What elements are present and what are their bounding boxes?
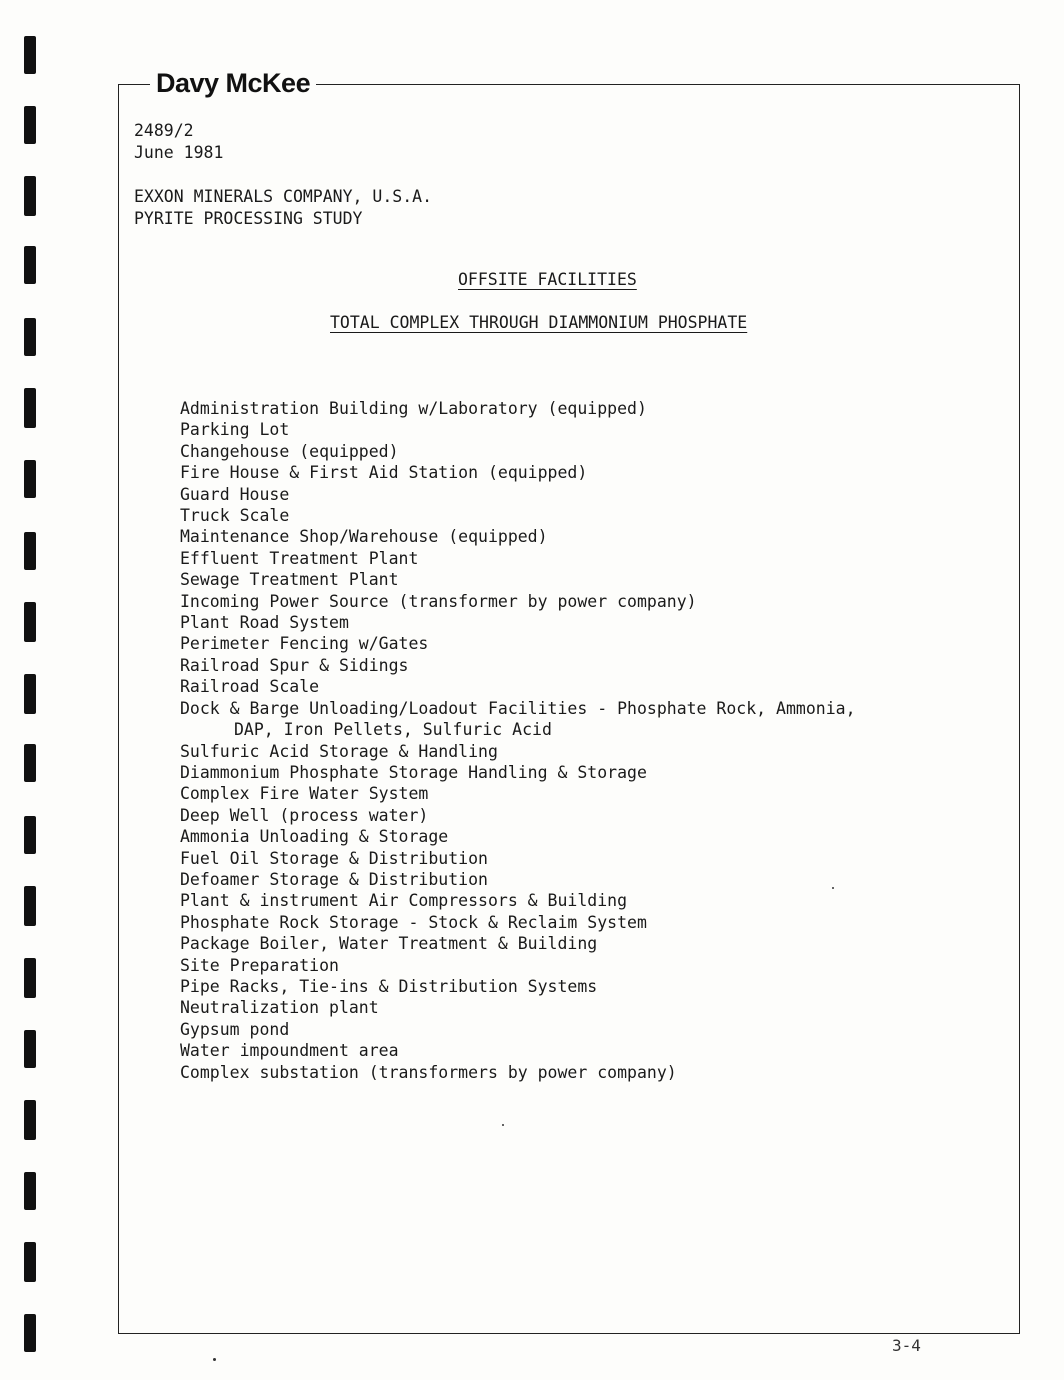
client-company: EXXON MINERALS COMPANY, U.S.A. xyxy=(134,187,433,206)
list-item: Effluent Treatment Plant xyxy=(180,548,419,568)
list-item: Sulfuric Acid Storage & Handling xyxy=(180,741,498,761)
punch-hole xyxy=(24,176,36,216)
punch-hole xyxy=(24,1100,36,1140)
list-item: Site Preparation xyxy=(180,955,339,975)
list-item: Complex Fire Water System xyxy=(180,784,429,804)
list-item: Incoming Power Source (transformer by power company) xyxy=(180,591,697,611)
punch-hole xyxy=(24,674,36,714)
punch-hole xyxy=(24,388,36,428)
document-reference xyxy=(134,120,223,164)
list-item: Defoamer Storage & Distribution xyxy=(180,869,488,889)
punch-hole xyxy=(24,106,36,144)
section-title: OFFSITE FACILITIES xyxy=(458,270,637,289)
punch-hole xyxy=(24,246,36,284)
list-item: Guard House xyxy=(180,484,290,504)
list-item: Administration Building w/Laboratory (equipped) xyxy=(180,399,647,418)
punch-hole xyxy=(24,460,36,498)
binder-holes xyxy=(18,0,42,1380)
study-title: PYRITE PROCESSING STUDY xyxy=(134,209,363,228)
scan-speck xyxy=(213,1358,216,1361)
list-item: Water impoundment area xyxy=(180,1041,399,1061)
list-item: Diammonium Phosphate Storage Handling & Storage xyxy=(180,762,647,782)
list-item: Plant & instrument Air Compressors & Building xyxy=(180,891,628,911)
punch-hole xyxy=(24,1314,36,1352)
punch-hole xyxy=(24,36,36,74)
punch-hole xyxy=(24,1242,36,1282)
scan-speck xyxy=(502,1124,504,1126)
company-logo: Davy McKee xyxy=(150,68,316,99)
list-item: Neutralization plant xyxy=(180,998,379,1018)
list-item: Dock & Barge Unloading/Loadout Facilities - Phosphate Rock, Ammonia, xyxy=(180,698,856,718)
punch-hole xyxy=(24,1030,36,1068)
punch-hole xyxy=(24,1172,36,1210)
list-item: Railroad Spur & Sidings xyxy=(180,655,409,675)
list-item: Complex substation (transformers by power company) xyxy=(180,1062,677,1082)
list-item-continuation: DAP, Iron Pellets, Sulfuric Acid xyxy=(234,720,552,740)
list-item: Phosphate Rock Storage - Stock & Reclaim System xyxy=(180,912,647,932)
client-block xyxy=(134,186,432,230)
list-item: Deep Well (process water) xyxy=(180,805,429,825)
list-item: Parking Lot xyxy=(180,420,290,440)
punch-hole xyxy=(24,816,36,854)
list-item: Package Boiler, Water Treatment & Building xyxy=(180,934,598,954)
list-item: Perimeter Fencing w/Gates xyxy=(180,634,429,654)
doc-date: June 1981 xyxy=(134,143,224,162)
list-item: Gypsum pond xyxy=(180,1019,290,1039)
punch-hole xyxy=(24,886,36,926)
doc-number: 2489/2 xyxy=(134,121,194,140)
list-item: Maintenance Shop/Warehouse (equipped) xyxy=(180,527,548,547)
list-item: Railroad Scale xyxy=(180,677,320,697)
page-number: 3-4 xyxy=(892,1336,921,1355)
list-item: Sewage Treatment Plant xyxy=(180,570,399,590)
punch-hole xyxy=(24,958,36,998)
list-item: Ammonia Unloading & Storage xyxy=(180,827,449,847)
punch-hole xyxy=(24,532,36,570)
list-item: Pipe Racks, Tie-ins & Distribution Systems xyxy=(180,976,598,996)
list-item: Fuel Oil Storage & Distribution xyxy=(180,848,488,868)
punch-hole xyxy=(24,744,36,782)
punch-hole xyxy=(24,318,36,356)
list-item: Fire House & First Aid Station (equipped) xyxy=(180,463,588,483)
punch-hole xyxy=(24,602,36,642)
facilities-list xyxy=(180,398,856,1083)
section-subtitle: TOTAL COMPLEX THROUGH DIAMMONIUM PHOSPHATE xyxy=(330,313,748,332)
list-item: Truck Scale xyxy=(180,506,290,526)
scan-speck xyxy=(832,887,834,889)
list-item: Plant Road System xyxy=(180,613,349,633)
list-item: Changehouse (equipped) xyxy=(180,441,399,461)
